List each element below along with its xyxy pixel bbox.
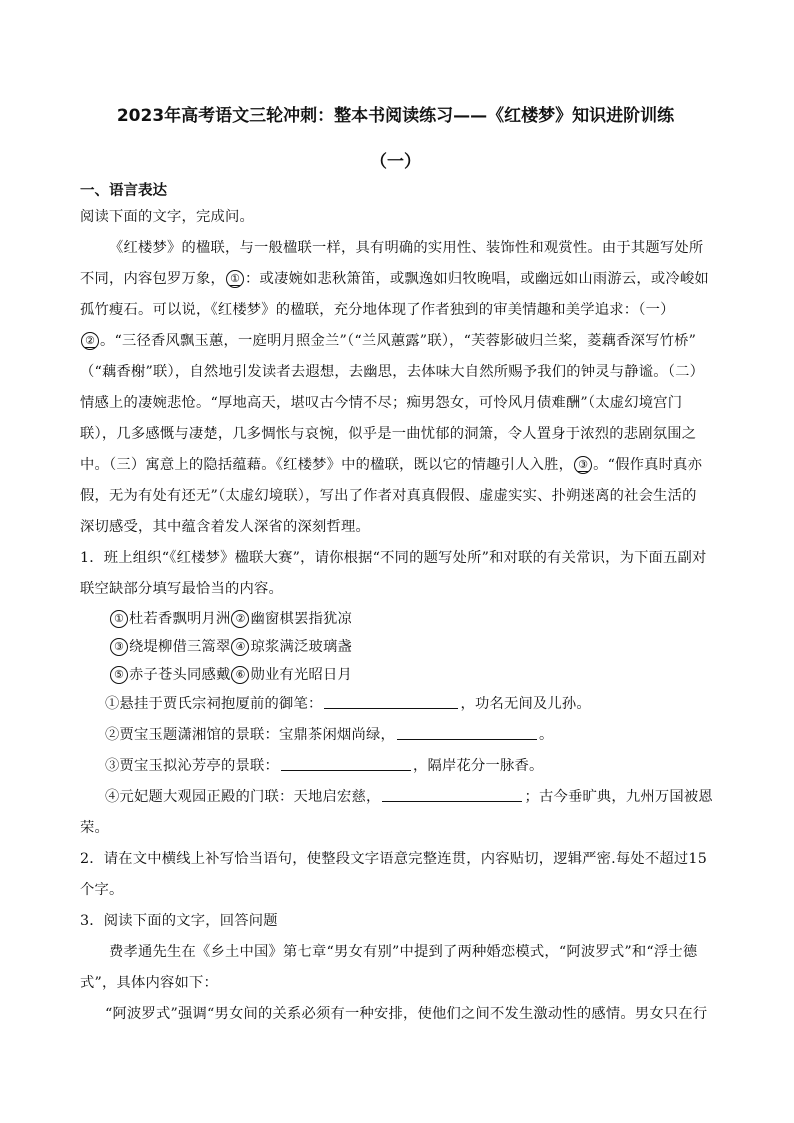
option-number: ④ <box>231 638 249 656</box>
question-1-text: 1．班上组织“《红楼梦》楹联大赛”，请你根据“不同的题写处所”和对联的有关常识，为下面五副对 <box>80 550 707 566</box>
fill-item-4: ④元妃题大观园正殿的门联：天地启宏慈， ；古今垂旷典，九州万国被恩 <box>105 789 713 805</box>
option-number: ⑥ <box>231 666 249 684</box>
option-row: ③ 绕堤柳借三篙翠 ④ 琼浆满泛玻璃盏 <box>80 633 711 661</box>
passage-line: 联），几多感慨与凄楚，几多惆怅与哀惋，似乎是一曲忧郁的洞箫，令人置身于浓烈的悲剧氛围之 <box>80 426 697 442</box>
document-title-part: （一） <box>370 152 421 172</box>
question-3-text: 3．阅读下面的文字，回答问题 <box>80 913 278 929</box>
question-3-passage: 费孝通先生在《乡土中国》第七章“男女有别”中提到了两种婚恋模式，“阿波罗式”和“浮士德 <box>109 944 698 960</box>
option-number: ⑤ <box>110 666 128 684</box>
question-3-passage: “阿波罗式”强调“男女间的关系必须有一种安排，使他们之间不发生激动性的感情。男女只在行 <box>105 1006 708 1022</box>
passage-line: 不同，内容包罗万象， ① ：或凄婉如悲秋箫笛，或飘逸如归牧晚唱，或幽远如山雨游云，或冷峻如 <box>80 271 709 287</box>
passage-line: 《红楼梦》的楹联，与一般楹联一样，具有明确的实用性、装饰性和观赏性。由于其题写处所 <box>109 240 704 256</box>
blank-marker-1: ① <box>226 270 244 288</box>
option-number: ① <box>110 610 128 628</box>
question-1-text: 联空缺部分填写最恰当的内容。 <box>80 581 283 597</box>
answer-blank[interactable] <box>397 725 537 740</box>
fill-item-4-cont: 荣。 <box>80 820 109 836</box>
answer-blank[interactable] <box>324 694 458 709</box>
fill-item-3: ③贾宝玉拟沁芳亭的景联： ，隔岸花分一脉香。 <box>105 758 544 774</box>
blank-marker-2: ② <box>81 332 99 350</box>
question-3-passage: 式”，具体内容如下： <box>80 975 218 991</box>
question-2-text: 2．请在文中横线上补写恰当语句，使整段文字语意完整连贯，内容贴切，逻辑严密.每处不超过15 <box>80 851 708 867</box>
passage-line: 中。（三）寓意上的隐括蕴藉。《红楼梦》中的楹联，既以它的情趣引人入胜， ③ 。“假作真时真亦 <box>80 457 703 473</box>
question-2-text: 个字。 <box>80 882 124 898</box>
question-2 <box>80 844 711 906</box>
option-number: ② <box>231 610 249 628</box>
option-number: ③ <box>110 638 128 656</box>
passage-line: 情感上的凄婉悲怆。“厚地高天，堪叹古今情不尽；痴男怨女，可怜风月债难酬”（太虚幻境宫门 <box>80 395 683 411</box>
answer-blank[interactable] <box>382 787 522 802</box>
reading-passage <box>80 233 711 543</box>
option-row: ① 杜若香飘明月洲 ② 幽窗棋罢指犹凉 <box>80 605 711 633</box>
question-1 <box>80 543 711 605</box>
fill-item-2: ②贾宝玉题潇湘馆的景联：宝鼎茶闲烟尚绿， 。 <box>105 727 554 743</box>
fill-item-1: ①悬挂于贾氏宗祠抱厦前的御笔： ，功名无间及儿孙。 <box>105 696 591 712</box>
instruction-text: 阅读下面的文字，完成问。 <box>80 209 254 225</box>
passage-line: 假，无为有处有还无”（太虚幻境联），写出了作者对真真假假、虚虚实实、扑朔迷离的社会生活的 <box>80 488 697 504</box>
fill-in-items <box>80 689 711 844</box>
passage-line: 深切感受，其中蕴含着发人深省的深刻哲理。 <box>80 519 370 535</box>
question-3 <box>80 906 711 1030</box>
section-heading: 一、语言表达 <box>80 183 167 199</box>
passage-line: （“藕香榭”联），自然地引发读者去遐想，去幽思，去体味大自然所赐予我们的钟灵与静谧。（二） <box>80 364 705 380</box>
blank-marker-3: ③ <box>574 456 592 474</box>
couplet-options <box>80 605 711 689</box>
passage-line: ② 。“三径香风飘玉蕙，一庭明月照金兰”（“兰风蕙露”联），“芙蓉影破归兰桨，菱藕香深写竹桥” <box>80 326 711 357</box>
passage-line: 孤竹瘦石。可以说，《红楼梦》的楹联，充分地体现了作者独到的审美情趣和美学追求：（一） <box>80 302 675 318</box>
option-row: ⑤ 赤子苍头同感戴 ⑥ 勋业有光昭日月 <box>80 661 711 689</box>
answer-blank[interactable] <box>281 756 411 771</box>
document-title: 2023年高考语文三轮冲刺：整本书阅读练习——《红楼梦》知识进阶训练 <box>116 106 675 126</box>
